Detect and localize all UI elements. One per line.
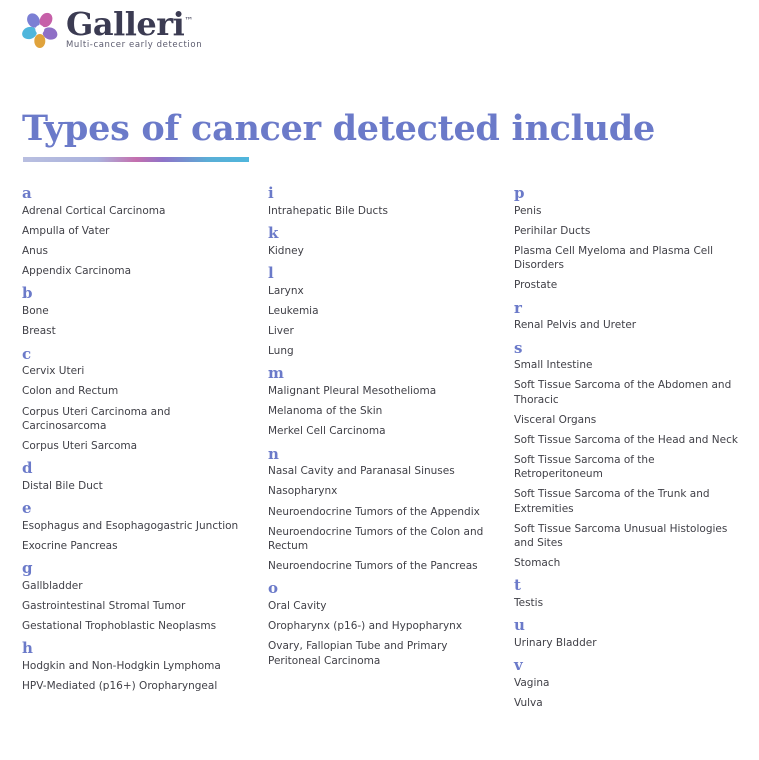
list-item: Corpus Uteri Sarcoma [22, 439, 138, 452]
group-letter: s [514, 338, 523, 357]
group-letter: i [268, 184, 274, 202]
letter-group-g [22, 559, 268, 633]
letter-group-e [22, 499, 268, 553]
letter-group-h [22, 639, 268, 693]
list-item: Liver [268, 324, 294, 337]
brand-name [66, 5, 202, 43]
list-item: Merkel Cell Carcinoma [268, 425, 386, 438]
list-item: Malignant Pleural Mesothelioma [268, 385, 437, 398]
list-item: Breast [22, 325, 56, 338]
list-item: Bone [22, 305, 49, 318]
list-item: Nasal Cavity and Paranasal Sinuses [268, 465, 455, 478]
list-item: Gastrointestinal Stromal Tumor [22, 600, 186, 613]
list-item: Soft Tissue Sarcoma Unusual Histologies and Sites [514, 522, 728, 549]
galleri-flower-icon [22, 11, 58, 49]
list-item: Soft Tissue Sarcoma of the Abdomen and Thoracic [514, 379, 732, 406]
trademark-symbol: ™ [184, 16, 193, 27]
list-item: HPV-Mediated (p16+) Oropharyngeal [22, 680, 218, 693]
letter-group-d [22, 459, 268, 493]
list-item: Soft Tissue Sarcoma of the Trunk and Extremities [514, 488, 710, 515]
list-item: Hodgkin and Non-Hodgkin Lymphoma [22, 660, 221, 673]
list-item: Esophagus and Esophagogastric Junction [22, 519, 239, 532]
letter-group-t [514, 576, 752, 610]
letter-group-r [514, 299, 752, 333]
group-letter: d [22, 459, 33, 478]
list-item: Plasma Cell Myeloma and Plasma Cell Disorders [514, 245, 714, 272]
list-item: Neuroendocrine Tumors of the Appendix [268, 505, 480, 518]
list-item: Soft Tissue Sarcoma of the Retroperitoneum [514, 454, 655, 481]
list-item: Renal Pelvis and Ureter [514, 319, 637, 332]
letter-group-v [514, 656, 752, 710]
brand-name-text: Galleri [66, 5, 185, 43]
letter-group-o [268, 579, 514, 667]
list-item: Prostate [514, 279, 558, 292]
letter-group-m [268, 364, 514, 438]
list-item: Urinary Bladder [514, 637, 597, 650]
group-letter: v [514, 656, 523, 675]
list-item: Larynx [268, 284, 304, 297]
group-letter: r [514, 298, 522, 317]
group-letter: c [22, 344, 32, 363]
group-letter: b [22, 284, 33, 303]
group-letter: h [22, 639, 33, 658]
letter-group-n [268, 445, 514, 574]
list-item: Adrenal Cortical Carcinoma [22, 204, 166, 217]
letter-group-s [514, 339, 752, 571]
list-item: Colon and Rectum [22, 385, 119, 398]
letter-group-l [268, 264, 514, 358]
column-2 [268, 184, 514, 674]
list-item: Exocrine Pancreas [22, 539, 118, 552]
letter-group-b [22, 284, 268, 338]
list-item: Small Intestine [514, 359, 593, 372]
group-letter: n [268, 444, 279, 463]
group-letter: u [514, 616, 525, 635]
list-item: Corpus Uteri Carcinoma and Carcinosarcoma [22, 405, 171, 432]
list-item: Leukemia [268, 304, 319, 317]
list-item: Lung [268, 345, 294, 358]
cancer-type-list [22, 184, 752, 716]
list-item: Appendix Carcinoma [22, 265, 132, 278]
list-item: Stomach [514, 557, 561, 570]
list-item: Vagina [514, 676, 550, 689]
list-item: Visceral Organs [514, 413, 597, 426]
list-item: Neuroendocrine Tumors of the Pancreas [268, 560, 478, 573]
group-letter: p [514, 184, 525, 202]
list-item: Gallbladder [22, 579, 83, 592]
group-letter: e [22, 499, 32, 518]
group-letter: a [22, 184, 32, 202]
list-item: Vulva [514, 697, 543, 710]
list-item: Anus [22, 245, 48, 258]
group-letter: o [268, 579, 279, 598]
gradient-divider [23, 157, 249, 162]
list-item: Distal Bile Duct [22, 479, 103, 492]
list-item: Oral Cavity [268, 600, 327, 613]
list-item: Kidney [268, 244, 304, 257]
letter-group-c [22, 345, 268, 454]
group-letter: k [268, 223, 279, 242]
brand-logo [22, 5, 203, 50]
group-letter: l [268, 263, 274, 282]
group-letter: m [268, 364, 284, 383]
list-item: Cervix Uteri [22, 365, 85, 378]
brand-tagline: Multi-cancer early detection [66, 39, 203, 50]
letter-group-a [22, 184, 268, 278]
list-item: Soft Tissue Sarcoma of the Head and Neck [514, 433, 738, 446]
list-item: Testis [514, 597, 544, 610]
list-item: Neuroendocrine Tumors of the Colon and Rectum [268, 525, 484, 552]
letter-group-k [268, 224, 514, 258]
list-item: Melanoma of the Skin [268, 405, 383, 418]
column-3 [514, 184, 752, 716]
letter-group-u [514, 616, 752, 650]
list-item: Gestational Trophoblastic Neoplasms [22, 620, 217, 633]
list-item: Ampulla of Vater [22, 224, 110, 237]
letter-group-p [514, 184, 752, 293]
list-item: Ovary, Fallopian Tube and Primary Peritoneal Carcinoma [268, 640, 448, 667]
column-1 [22, 184, 268, 700]
letter-group-i [268, 184, 514, 218]
list-item: Perihilar Ducts [514, 224, 591, 237]
list-item: Nasopharynx [268, 485, 338, 498]
list-item: Intrahepatic Bile Ducts [268, 204, 388, 217]
page-title: Types of cancer detected include [22, 108, 655, 150]
group-letter: t [514, 576, 521, 595]
list-item: Penis [514, 204, 542, 217]
group-letter: g [22, 559, 33, 578]
list-item: Oropharynx (p16-) and Hypopharynx [268, 620, 463, 633]
